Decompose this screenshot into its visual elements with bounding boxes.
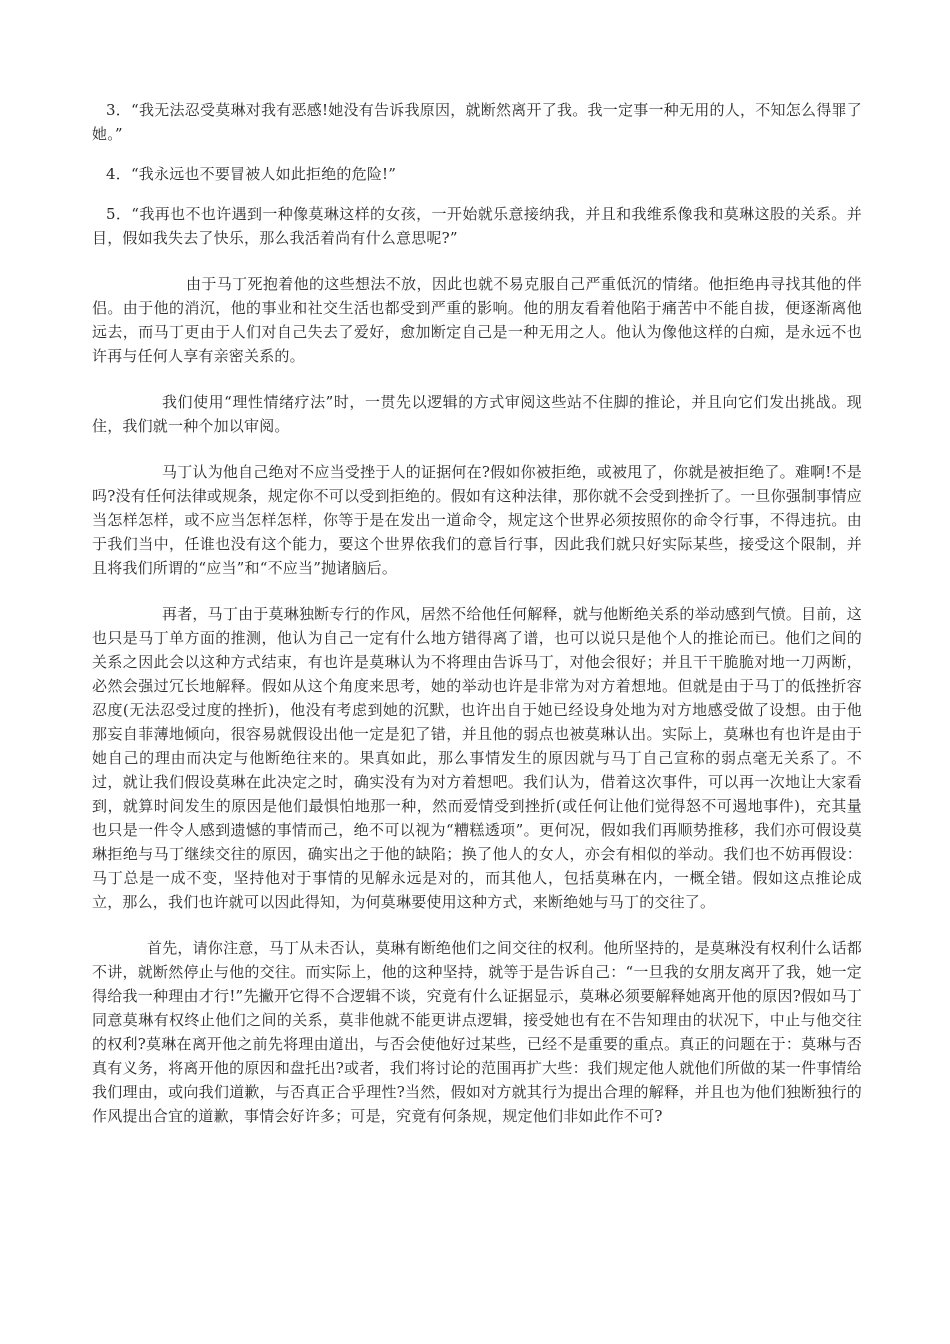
paragraph-quote-3: 3．“我无法忍受莫琳对我有恶感!她没有告诉我原因，就断然离开了我。我一定事一种无用的人，不知怎么得罪了她。” (92, 101, 862, 143)
paragraph-further-analysis: 再者，马丁由于莫琳独断专行的作风，居然不给他任何解释，就与他断绝关系的举动感到气愤。目前，这也只是马丁单方面的推测，他认为自己一定有什么地方错得离了谱，也可以说只是他个人的推论而已。他们之间的关系之因此会以这种方式结束，有也许是莫琳认为不将理由告诉马丁，对他会很好；并且干干脆脆对地一刀两断，必然会强过冗长地解释。假如从这个角度来思考，她的举动也许是非常为对方着想地。但就是由于马丁的低挫折容忍度(无法忍受过度的挫折)，他没有考虑到她的沉默，也许出自于她已经设身处地为对方地感受做了设想。由于他那妄自菲薄地倾向，很容易就假设出他一定是犯了错，并且他的弱点也被莫琳认出。实际上，莫琳也有也许是由于她自己的理由而决定与他断绝往来的。果真如此，那么事情发生的原因就与马丁自己宣称的弱点毫无关系了。不过，就让我们假设莫琳在此决定之时，确实没有为对方着想吧。我们认为，借着这次事件，可以再一次地让大家看到，就算时间发生的原因是他们最惧怕地那一种，然而爱情受到挫折(或任何让他们觉得怒不可遏地事件)，充其量也只是一件令人感到遗憾的事情而己，绝不可以视为“糟糕透项”。更何况，假如我们再顺势推移，我们亦可假设莫琳拒绝与马丁继续交往的原因，确实出之于他的缺陷；换了他人的女人，亦会有相似的举动。我们也不妨再假设：马丁总是一成不变，坚持他对于事情的见解永远是对的，而其他人，包括莫琳在内，一概全错。假如这点推论成立，那么，我们也许就可以因此得知，为何莫琳要使用这种方式，来断绝她与马丁的交往了。 (92, 605, 862, 911)
paragraph-martin-situation: 由于马丁死抱着他的这些想法不放，因此也就不易克服自己严重低沉的情绪。他拒绝冉寻找其他的伴侣。由于他的消沉，他的事业和社交生活也都受到严重的影响。他的朋友看着他陷于痛苦中不能自拔，便逐渐离他远去，而马丁更由于人们对自己失去了爱好，愈加断定自己是一种无用之人。他认为像他这样的白痴，是永远不也许再与任何人享有亲密关系的。 (92, 275, 862, 365)
paragraph-therapy-method: 我们使用“理性情绪疗法”时，一贯先以逻辑的方式审阅这些站不住脚的推论，并且向它们发出挑战。现住，我们就一种个加以审阅。 (92, 393, 862, 435)
paragraph-evidence-analysis: 马丁认为他自己绝对不应当受挫于人的证据何在?假如你被拒绝，或被甩了，你就是被拒绝了。难啊!不是吗?没有任何法律或规条，规定你不可以受到拒绝的。假如有这种法律，那你就不会受到挫折了。一旦你强制事情应当怎样怎样，或不应当怎样怎样，你等于是在发出一道命令，规定这个世界必须按照你的命令行事，不得违抗。由于我们当中，任谁也没有这个能力，要这个世界依我们的意旨行事，因此我们就只好实际某些，接受这个限制，并且将我们所谓的“应当”和“不应当”抛诸脑后。 (92, 463, 862, 577)
document-body (92, 98, 862, 1128)
paragraph-quote-5: 5．“我再也不也许遇到一种像莫琳这样的女孩，一开始就乐意接纳我，并且和我维系像我和莫琳这股的关系。并目，假如我失去了快乐，那么我活着尚有什么意思呢?” (92, 205, 862, 247)
paragraph-first-point: 首先，请你注意，马丁从未否认，莫琳有断绝他们之间交往的权利。他所坚持的，是莫琳没有权利什么话都不讲，就断然停止与他的交往。而实际上，他的这种坚持，就等于是告诉自己：“一旦我的女朋友离开了我，她一定得给我一种理由才行!”先撇开它得不合逻辑不谈，究竟有什么证据显示，莫琳必须要解释她离开他的原因?假如马丁同意莫琳有权终止他们之间的关系，莫非他就不能更讲点逻辑，接受她也有在不告知理由的状况下，中止与他交往的权利?莫琳在离开他之前先将理由道出，与否会使他好过某些，已经不是重要的重点。真正的问题在于：莫琳与否真有义务，将离开他的原因和盘托出?或者，我们将讨论的范围再扩大些：我们规定他人就他们所做的某一件事情给我们理由，或向我们道歉，与否真正合乎理性?当然，假如对方就其行为提出合理的解释，并且也为他们独断独行的作风提出合宜的道歉，事情会好许多；可是，究竟有何条规，规定他们非如此作不可? (92, 939, 862, 1125)
paragraph-quote-4: 4．“我永远也不要冒被人如此拒绝的危险!” (106, 165, 397, 183)
